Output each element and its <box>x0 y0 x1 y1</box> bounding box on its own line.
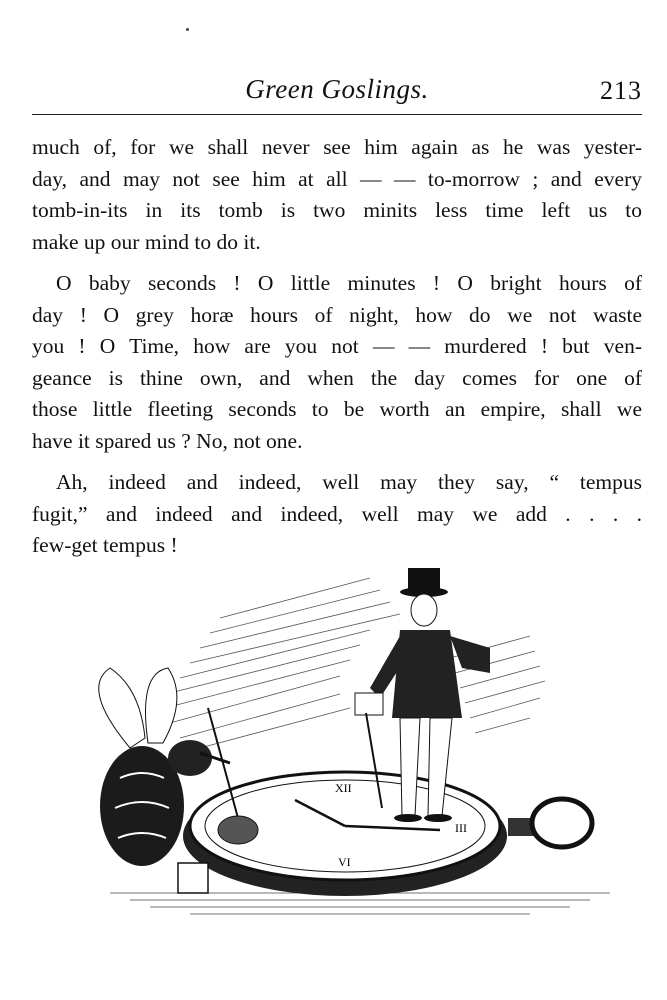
text-line: fugit,” and indeed and indeed, well may we add . . . . <box>32 501 642 526</box>
text-line: you ! O Time, how are you not — — murdered ! but ven- <box>32 334 642 358</box>
clock-label: III <box>455 821 467 835</box>
page-header <box>32 68 642 108</box>
text-line: Ah, indeed and indeed, well may they say, “ tempus <box>56 470 642 494</box>
clock-label: VI <box>338 855 351 869</box>
bucket <box>178 863 208 893</box>
text-line: day ! O grey horæ hours of night, how do we not waste <box>32 302 642 327</box>
clock-label: XII <box>335 781 352 795</box>
header-rule <box>32 114 642 115</box>
ground-shading <box>110 893 610 914</box>
text-line: tomb-in-its in its tomb is two minits less time left us to <box>32 198 642 222</box>
watch-ring <box>532 799 592 847</box>
text-line: those little fleeting seconds to be worth an empire, shall we <box>32 397 642 421</box>
pocket-watch-illustration <box>70 548 630 928</box>
mop-head <box>218 816 258 844</box>
text-line: geance is thine own, and when the day comes for one of <box>32 365 642 390</box>
text-line: much of, for we shall never see him again as he was yester- <box>32 135 642 159</box>
page-speck <box>186 28 189 31</box>
text-line: have it spared us ? No, not one. <box>32 428 303 453</box>
text-line: day, and may not see him at all — — to-morrow ; and every <box>32 166 642 191</box>
paragraph-2 <box>32 268 642 457</box>
paragraph-1 <box>32 132 642 258</box>
text-line: few-get tempus ! <box>32 533 178 557</box>
text-line: make up our mind to do it. <box>32 229 261 254</box>
page-number: 213 <box>600 76 642 105</box>
running-title: Green Goslings. <box>245 74 429 104</box>
text-line: O baby seconds ! O little minutes ! O bright hours of <box>56 271 642 295</box>
body-text <box>32 132 642 572</box>
